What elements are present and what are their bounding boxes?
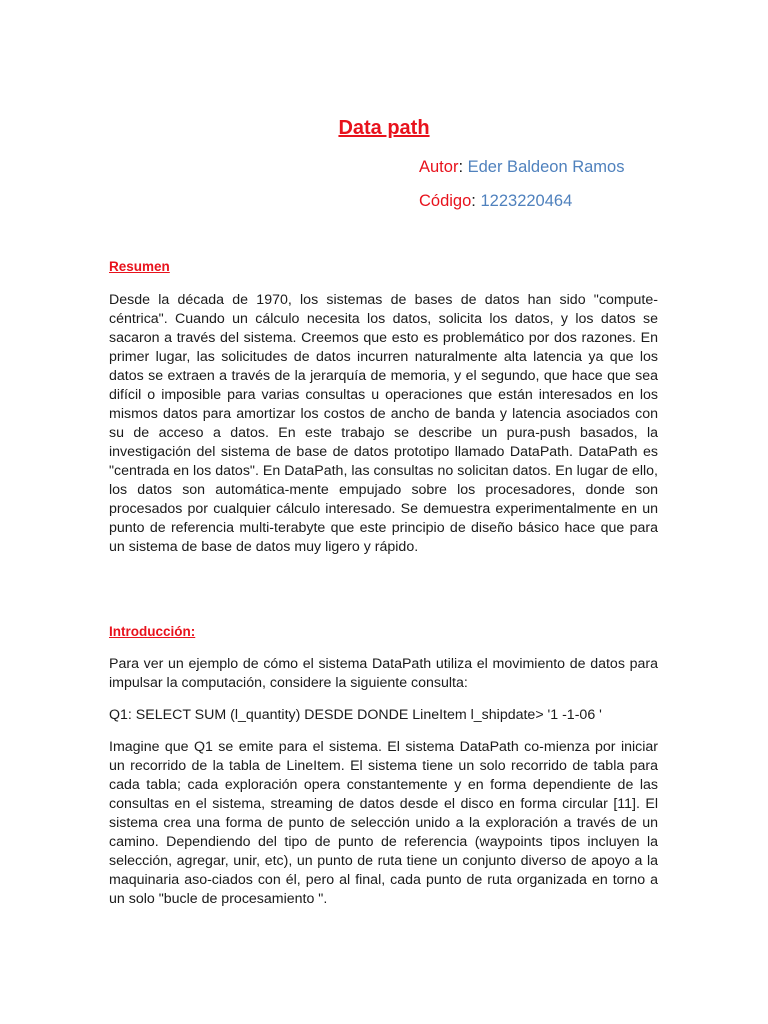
author-name: Eder Baldeon Ramos [467,158,625,176]
resumen-paragraph: Desde la década de 1970, los sistemas de bases de datos han sido "compute-céntrica". Cuando un cálculo necesita los datos, solicita los datos, y los datos se sacaron a través del sistema. Creemos que esto es problemático por dos razones. En primer lugar, las solicitudes de datos incurren naturalmente alta latencia ya que los datos se extraen a través de la jerarquía de memoria, y el segundo, que hace que sea difícil o imposible para varias consultas u operaciones que están interesados en los mismos datos para amortizar los costos de ancho de banda y latencia asociados con su de acceso a datos. En este trabajo se describe un pura-push basados, la investigación del sistema de base de datos prototipo llamado DataPath. DataPath es "centrada en los datos". En DataPath, las consultas no solicitan datos. En lugar de ello, los datos son automática-mente empujado sobre los procesadores, donde son procesados por cualquier cálculo interesado. Se demuestra experimentalmente en un punto de referencia multi-terabyte que este principio de diseño básico hace que para un sistema de base de datos muy ligero y rápido. [109,292,658,555]
code-value: 1223220464 [480,192,573,210]
code-separator: : [471,192,476,210]
author-line [419,158,624,177]
intro-paragraph-1: Para ver un ejemplo de cómo el sistema DataPath utiliza el movimiento de datos para impulsar la computación, considere la siguiente consulta: [109,656,658,691]
introduccion-heading: Introducción: [109,624,196,639]
intro-paragraph-2: Imagine que Q1 se emite para el sistema. El sistema DataPath co-mienza por iniciar un recorrido de la tabla de LineItem. El sistema tiene un solo recorrido de tabla para cada tabla; cada exploración opera constantemente y en forma dependiente de las consultas en el sistema, streaming de datos desde el disco en forma circular [11]. El sistema crea una forma de punto de selección unido a la exploración a través de un camino. Dependiendo del tipo de punto de referencia (waypoints tipos incluyen la selección, agregar, unir, etc), un punto de ruta tiene un conjunto diverso de apoyo a la maquinaria aso-ciados con él, pero al final, cada punto de ruta organizada en torno a un solo "bucle de procesamiento ". [109,739,658,907]
code-label: Código [419,192,472,210]
resumen-heading: Resumen [109,259,170,274]
query-line: Q1: SELECT SUM (l_quantity) DESDE DONDE LineItem l_shipdate> '1 -1-06 ' [109,707,602,723]
author-label: Autor [419,158,459,176]
author-separator: : [458,158,464,176]
document-title: Data path [338,117,430,139]
code-line [419,192,572,211]
